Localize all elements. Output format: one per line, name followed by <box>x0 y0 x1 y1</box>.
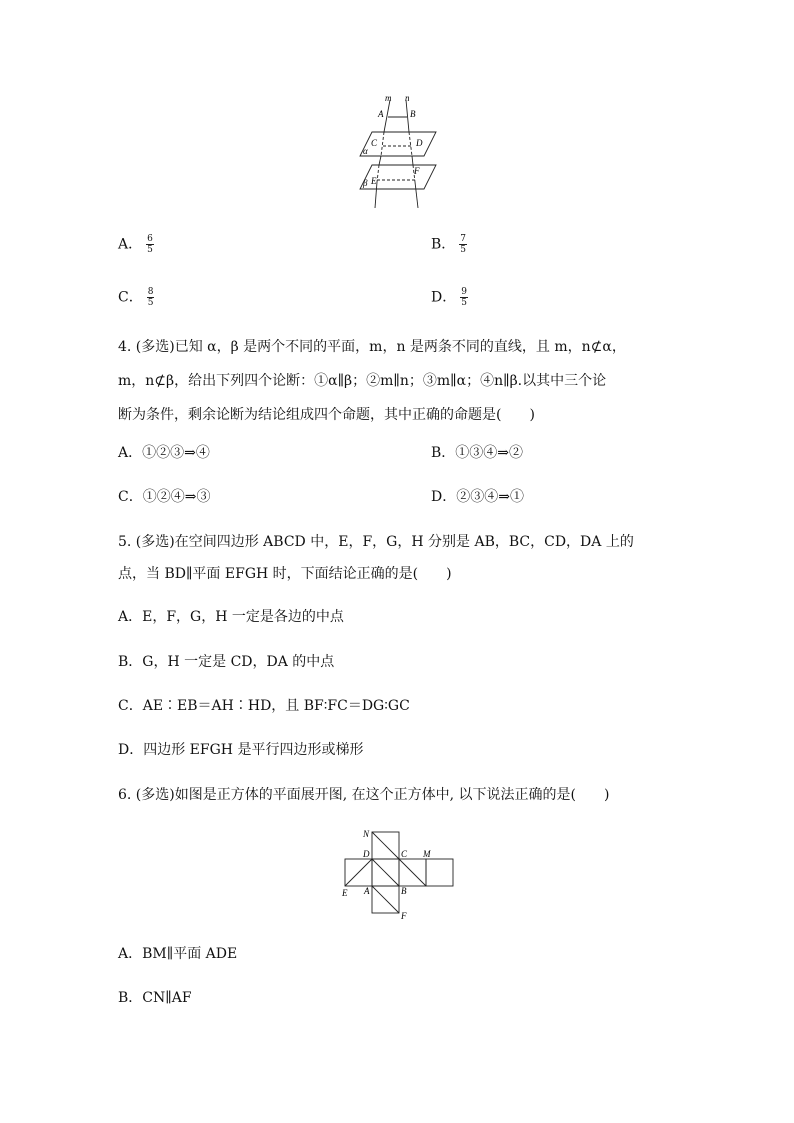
label-F: F <box>401 911 407 921</box>
option-letter: C． <box>118 289 143 306</box>
label-F: F <box>414 166 420 176</box>
label-M: M <box>423 849 431 859</box>
q4-stem-line1: 4. (多选)已知 α，β 是两个不同的平面，m，n 是两条不同的直线，且 m，n⊄α， <box>118 339 626 355</box>
q6-option-a[interactable]: A．BM∥平面 ADE <box>118 946 238 962</box>
label-beta: β <box>363 178 368 188</box>
q5-stem-line2: 点，当 BD∥平面 EFGH 时，下面结论正确的是( ) <box>118 566 452 582</box>
figure-cube-net <box>336 826 460 924</box>
q5-stem-line1: 5. (多选)在空间四边形 ABCD 中，E，F，G，H 分别是 AB，BC，CD，DA 上的 <box>118 534 634 550</box>
label-C: C <box>401 849 408 859</box>
q5-option-d[interactable]: D．四边形 EFGH 是平行四边形或梯形 <box>118 742 364 758</box>
q5-option-a[interactable]: A．E，F，G，H 一定是各边的中点 <box>118 609 344 625</box>
q5-option-c[interactable]: C．AE∶EB＝AH∶HD，且 BF∶FC＝DG∶GC <box>118 698 410 714</box>
option-letter: B． <box>431 236 456 253</box>
q4-option-c[interactable]: C．①②④⇒③ <box>118 489 211 505</box>
label-E: E <box>342 888 348 898</box>
label-A: A <box>378 109 384 119</box>
label-D: D <box>363 849 370 859</box>
option-letter: A． <box>118 236 143 253</box>
line-m <box>384 100 390 132</box>
fraction: $\frac{8}{5}$ <box>147 287 154 308</box>
label-n: n <box>405 93 410 103</box>
q4-stem-line2: m，n⊄β，给出下列四个论断：①α∥β；②m∥n；③m∥α；④n∥β.以其中三个论 <box>118 373 607 389</box>
fraction: $\frac{9}{5}$ <box>461 287 467 308</box>
q4-option-b[interactable]: B．①③④⇒② <box>431 445 524 461</box>
label-B: B <box>401 886 407 896</box>
label-N: N <box>363 829 370 839</box>
line-n <box>406 100 409 132</box>
q4-option-a[interactable]: A．①②③⇒④ <box>118 445 210 461</box>
q4-stem-line3: 断为条件，剩余论断为结论组成四个命题，其中正确的命题是( ) <box>118 407 535 423</box>
q6-option-b[interactable]: B．CN∥AF <box>118 990 192 1006</box>
q3-option-d[interactable] <box>431 287 468 308</box>
q5-option-b[interactable]: B．G，H 一定是 CD，DA 的中点 <box>118 654 335 670</box>
label-E: E <box>371 176 377 186</box>
fraction: $\frac{7}{5}$ <box>460 234 467 255</box>
q4-option-d[interactable]: D．②③④⇒① <box>431 489 524 505</box>
label-alpha: α <box>363 146 368 156</box>
q3-option-a[interactable] <box>118 234 154 255</box>
option-letter: D． <box>431 289 457 306</box>
q3-option-c[interactable] <box>118 287 154 308</box>
q3-option-b[interactable] <box>431 234 467 255</box>
label-B: B <box>410 109 416 119</box>
label-A: A <box>364 886 370 896</box>
net-face-far-right <box>426 859 453 886</box>
label-m: m <box>385 93 392 103</box>
fraction: $\frac{6}{5}$ <box>147 234 153 255</box>
q6-stem-line1: 6. (多选)如图是正方体的平面展开图, 在这个正方体中, 以下说法正确的是( ) <box>118 787 610 803</box>
label-C: C <box>371 138 378 148</box>
label-D: D <box>416 138 423 148</box>
figure-planes-lines <box>352 92 442 210</box>
